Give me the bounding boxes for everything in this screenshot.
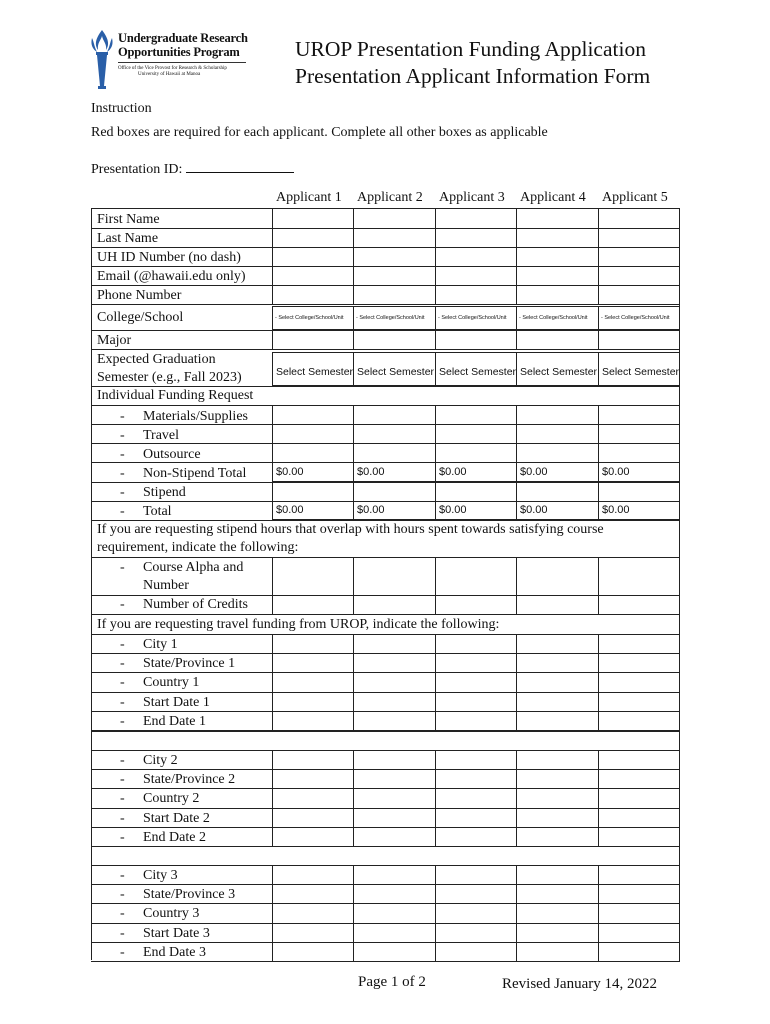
bullet-dash: -	[120, 637, 125, 652]
end-date-1-label: End Date 1	[143, 714, 206, 729]
first-name-label: First Name	[97, 212, 160, 227]
row-divider	[91, 304, 679, 305]
phone-field-applicant-5[interactable]	[598, 285, 680, 305]
country-3-field-applicant-5[interactable]	[598, 903, 680, 924]
row-divider	[91, 731, 679, 732]
title-line-1: UROP Presentation Funding Application	[295, 37, 646, 61]
end-date-2-field-applicant-3[interactable]	[435, 827, 517, 847]
state-3-field-applicant-2[interactable]	[353, 884, 436, 904]
end-date-1-field-applicant-2[interactable]	[353, 711, 436, 731]
nonstipend-label: Non-Stipend Total	[143, 466, 247, 481]
state-3-label: State/Province 3	[143, 887, 236, 902]
state-2-field-applicant-3[interactable]	[435, 769, 517, 789]
city-3-field-applicant-2[interactable]	[353, 865, 436, 885]
end-date-3-field-applicant-4[interactable]	[516, 942, 599, 962]
college-label: College/School	[97, 310, 184, 325]
city-2-field-applicant-4[interactable]	[516, 750, 599, 770]
stipend-label: Stipend	[143, 485, 186, 500]
semester-select-text: Select Semester	[602, 366, 680, 378]
last-name-field-applicant-2[interactable]	[353, 228, 436, 248]
city-3-field-applicant-5[interactable]	[598, 865, 680, 885]
outsource-field-applicant-5[interactable]	[598, 443, 680, 463]
logo-line-3: Office of the Vice Provost for Research & Scholarship University of Hawaii at Manoa	[118, 66, 227, 77]
major-field-applicant-5[interactable]	[598, 330, 680, 350]
bullet-dash: -	[120, 791, 125, 806]
state-3-field-applicant-3[interactable]	[435, 884, 517, 904]
email-field-applicant-2[interactable]	[353, 266, 436, 286]
end-date-1-field-applicant-4[interactable]	[516, 711, 599, 731]
materials-field-applicant-3[interactable]	[435, 405, 517, 425]
travel-note: If you are requesting travel funding from UROP, indicate the following:	[97, 617, 500, 632]
outsource-field-applicant-4[interactable]	[516, 443, 599, 463]
start-date-2-field-applicant-2[interactable]	[353, 808, 436, 828]
start-date-1-field-applicant-4[interactable]	[516, 692, 599, 712]
applicant-1-header: Applicant 1	[276, 190, 342, 205]
city-2-field-applicant-2[interactable]	[353, 750, 436, 770]
phone-field-applicant-1[interactable]	[272, 285, 354, 305]
last-name-field-applicant-5[interactable]	[598, 228, 680, 248]
country-1-field-applicant-1[interactable]	[272, 672, 354, 693]
nonstipend-total-value: $0.00	[357, 466, 385, 478]
semester-select-text: Select Semester	[520, 366, 598, 378]
semester-select-text: Select Semester	[276, 366, 354, 378]
outsource-label: Outsource	[143, 447, 201, 462]
last-name-field-applicant-3[interactable]	[435, 228, 517, 248]
row-divider	[91, 961, 679, 962]
uh-id-field-applicant-5[interactable]	[598, 247, 680, 267]
major-field-applicant-4[interactable]	[516, 330, 599, 350]
phone-field-applicant-4[interactable]	[516, 285, 599, 305]
email-field-applicant-4[interactable]	[516, 266, 599, 286]
materials-label: Materials/Supplies	[143, 409, 248, 424]
country-3-field-applicant-2[interactable]	[353, 903, 436, 924]
end-date-2-field-applicant-2[interactable]	[353, 827, 436, 847]
logo-line-1: Undergraduate Research	[118, 31, 248, 45]
city-2-field-applicant-1[interactable]	[272, 750, 354, 770]
city-2-label: City 2	[143, 753, 178, 768]
end-date-2-field-applicant-4[interactable]	[516, 827, 599, 847]
credits-label: Number of Credits	[143, 597, 248, 612]
stipend-note-line-2: requirement, indicate the following:	[97, 540, 299, 555]
total-value: $0.00	[602, 504, 630, 516]
first-name-field-applicant-5[interactable]	[598, 208, 680, 229]
bullet-dash: -	[120, 675, 125, 690]
travel-field-applicant-5[interactable]	[598, 424, 680, 444]
presentation-id-field[interactable]	[186, 160, 294, 173]
total-label: Total	[143, 504, 172, 519]
outsource-field-applicant-1[interactable]	[272, 443, 354, 463]
bullet-dash: -	[120, 485, 125, 500]
start-date-3-field-applicant-4[interactable]	[516, 923, 599, 943]
page-number: Page 1 of 2	[358, 974, 426, 990]
start-date-1-field-applicant-3[interactable]	[435, 692, 517, 712]
email-field-applicant-5[interactable]	[598, 266, 680, 286]
end-date-3-field-applicant-1[interactable]	[272, 942, 354, 962]
logo-divider	[118, 62, 246, 63]
course-alpha-field-applicant-5[interactable]	[598, 557, 680, 596]
stipend-field-applicant-5[interactable]	[598, 482, 680, 502]
bullet-dash: -	[120, 868, 125, 883]
country-2-label: Country 2	[143, 791, 200, 806]
email-field-applicant-1[interactable]	[272, 266, 354, 286]
state-3-field-applicant-1[interactable]	[272, 884, 354, 904]
materials-field-applicant-2[interactable]	[353, 405, 436, 425]
stipend-note-line-1: If you are requesting stipend hours that overlap with hours spent towards satisfying course	[97, 522, 604, 537]
travel-field-applicant-2[interactable]	[353, 424, 436, 444]
materials-field-applicant-4[interactable]	[516, 405, 599, 425]
uh-id-field-applicant-3[interactable]	[435, 247, 517, 267]
state-2-field-applicant-5[interactable]	[598, 769, 680, 789]
total-value: $0.00	[357, 504, 385, 516]
start-date-3-field-applicant-5[interactable]	[598, 923, 680, 943]
bullet-dash: -	[120, 772, 125, 787]
course-alpha-field-applicant-2[interactable]	[353, 557, 436, 596]
first-name-field-applicant-1[interactable]	[272, 208, 354, 229]
start-date-3-label: Start Date 3	[143, 926, 210, 941]
email-label: Email (@hawaii.edu only)	[97, 269, 246, 284]
country-3-field-applicant-3[interactable]	[435, 903, 517, 924]
funding-label: Individual Funding Request	[97, 388, 254, 403]
applicant-4-header: Applicant 4	[520, 190, 586, 205]
state-1-field-applicant-4[interactable]	[516, 653, 599, 673]
end-date-2-field-applicant-1[interactable]	[272, 827, 354, 847]
uh-id-label: UH ID Number (no dash)	[97, 250, 241, 265]
first-name-field-applicant-4[interactable]	[516, 208, 599, 229]
nonstipend-total-value: $0.00	[439, 466, 467, 478]
bullet-dash: -	[120, 830, 125, 845]
last-name-label: Last Name	[97, 231, 159, 246]
bullet-dash: -	[120, 714, 125, 729]
bullet-dash: -	[120, 447, 125, 462]
country-1-field-applicant-5[interactable]	[598, 672, 680, 693]
city-3-label: City 3	[143, 868, 178, 883]
bullet-dash: -	[120, 887, 125, 902]
college-select-text: - Select College/School/Unit	[275, 315, 344, 321]
college-select-text: - Select College/School/Unit	[519, 315, 588, 321]
semester-select-text: Select Semester	[439, 366, 517, 378]
start-date-1-field-applicant-2[interactable]	[353, 692, 436, 712]
presentation-id	[91, 160, 294, 178]
revised-date: Revised January 14, 2022	[502, 976, 657, 992]
start-date-2-field-applicant-1[interactable]	[272, 808, 354, 828]
country-1-label: Country 1	[143, 675, 200, 690]
start-date-2-field-applicant-3[interactable]	[435, 808, 517, 828]
outsource-field-applicant-2[interactable]	[353, 443, 436, 463]
nonstipend-total-value: $0.00	[276, 466, 304, 478]
end-date-1-field-applicant-1[interactable]	[272, 711, 354, 731]
bullet-dash: -	[120, 945, 125, 960]
end-date-3-field-applicant-5[interactable]	[598, 942, 680, 962]
end-date-3-field-applicant-2[interactable]	[353, 942, 436, 962]
grad-label-2: Semester (e.g., Fall 2023)	[97, 370, 242, 385]
major-field-applicant-3[interactable]	[435, 330, 517, 350]
start-date-1-label: Start Date 1	[143, 695, 210, 710]
page-title	[295, 36, 650, 90]
uh-id-field-applicant-1[interactable]	[272, 247, 354, 267]
course-alpha-field-applicant-4[interactable]	[516, 557, 599, 596]
country-3-label: Country 3	[143, 906, 200, 921]
college-select-text: - Select College/School/Unit	[356, 315, 425, 321]
city-2-field-applicant-5[interactable]	[598, 750, 680, 770]
start-date-1-field-applicant-1[interactable]	[272, 692, 354, 712]
semester-select-text: Select Semester	[357, 366, 435, 378]
major-label: Major	[97, 333, 132, 348]
state-3-field-applicant-4[interactable]	[516, 884, 599, 904]
country-2-field-applicant-4[interactable]	[516, 788, 599, 809]
country-2-field-applicant-3[interactable]	[435, 788, 517, 809]
instruction-text: Red boxes are required for each applicant. Complete all other boxes as applicable	[91, 125, 548, 140]
state-1-field-applicant-3[interactable]	[435, 653, 517, 673]
city-1-field-applicant-3[interactable]	[435, 634, 517, 654]
start-date-3-field-applicant-1[interactable]	[272, 923, 354, 943]
first-name-field-applicant-2[interactable]	[353, 208, 436, 229]
city-1-field-applicant-4[interactable]	[516, 634, 599, 654]
urop-logo	[88, 28, 258, 90]
travel-field-applicant-4[interactable]	[516, 424, 599, 444]
end-date-1-field-applicant-3[interactable]	[435, 711, 517, 731]
bullet-dash: -	[120, 811, 125, 826]
stipend-field-applicant-2[interactable]	[353, 482, 436, 502]
applicant-3-header: Applicant 3	[439, 190, 505, 205]
bullet-dash: -	[120, 926, 125, 941]
state-2-field-applicant-1[interactable]	[272, 769, 354, 789]
course-alpha-label-2: Number	[143, 578, 189, 593]
bullet-dash: -	[120, 656, 125, 671]
state-3-field-applicant-5[interactable]	[598, 884, 680, 904]
major-field-applicant-1[interactable]	[272, 330, 354, 350]
country-3-field-applicant-4[interactable]	[516, 903, 599, 924]
state-1-field-applicant-5[interactable]	[598, 653, 680, 673]
country-1-field-applicant-2[interactable]	[353, 672, 436, 693]
total-value: $0.00	[520, 504, 548, 516]
materials-field-applicant-1[interactable]	[272, 405, 354, 425]
city-3-field-applicant-3[interactable]	[435, 865, 517, 885]
row-divider	[91, 846, 679, 847]
start-date-1-field-applicant-5[interactable]	[598, 692, 680, 712]
phone-field-applicant-3[interactable]	[435, 285, 517, 305]
start-date-2-field-applicant-5[interactable]	[598, 808, 680, 828]
country-1-field-applicant-3[interactable]	[435, 672, 517, 693]
uh-id-field-applicant-2[interactable]	[353, 247, 436, 267]
city-1-field-applicant-1[interactable]	[272, 634, 354, 654]
country-3-field-applicant-1[interactable]	[272, 903, 354, 924]
first-name-field-applicant-3[interactable]	[435, 208, 517, 229]
nonstipend-total-value: $0.00	[602, 466, 630, 478]
email-field-applicant-3[interactable]	[435, 266, 517, 286]
end-date-1-field-applicant-5[interactable]	[598, 711, 680, 731]
credits-field-applicant-5[interactable]	[598, 595, 680, 615]
total-value: $0.00	[439, 504, 467, 516]
grad-label-1: Expected Graduation	[97, 352, 216, 367]
stipend-field-applicant-3[interactable]	[435, 482, 517, 502]
city-1-field-applicant-5[interactable]	[598, 634, 680, 654]
stipend-field-applicant-1[interactable]	[272, 482, 354, 502]
uh-id-field-applicant-4[interactable]	[516, 247, 599, 267]
start-date-3-field-applicant-2[interactable]	[353, 923, 436, 943]
bullet-dash: -	[120, 906, 125, 921]
state-1-field-applicant-1[interactable]	[272, 653, 354, 673]
stipend-field-applicant-4[interactable]	[516, 482, 599, 502]
bullet-dash: -	[120, 597, 125, 612]
course-alpha-field-applicant-3[interactable]	[435, 557, 517, 596]
row-divider	[91, 614, 679, 615]
country-2-field-applicant-2[interactable]	[353, 788, 436, 809]
bullet-dash: -	[120, 753, 125, 768]
presentation-id-label: Presentation ID:	[91, 162, 183, 177]
state-2-label: State/Province 2	[143, 772, 236, 787]
materials-field-applicant-5[interactable]	[598, 405, 680, 425]
bullet-dash: -	[120, 466, 125, 481]
start-date-2-field-applicant-4[interactable]	[516, 808, 599, 828]
outsource-field-applicant-3[interactable]	[435, 443, 517, 463]
last-name-field-applicant-4[interactable]	[516, 228, 599, 248]
end-date-2-field-applicant-5[interactable]	[598, 827, 680, 847]
applicant-5-header: Applicant 5	[602, 190, 668, 205]
state-1-field-applicant-2[interactable]	[353, 653, 436, 673]
instruction-heading: Instruction	[91, 101, 152, 116]
country-2-field-applicant-1[interactable]	[272, 788, 354, 809]
state-2-field-applicant-2[interactable]	[353, 769, 436, 789]
country-2-field-applicant-5[interactable]	[598, 788, 680, 809]
total-value: $0.00	[276, 504, 304, 516]
column-divider	[91, 208, 92, 960]
college-select-text: - Select College/School/Unit	[601, 315, 670, 321]
travel-field-applicant-3[interactable]	[435, 424, 517, 444]
city-1-field-applicant-2[interactable]	[353, 634, 436, 654]
course-alpha-label-1: Course Alpha and	[143, 560, 244, 575]
end-date-2-label: End Date 2	[143, 830, 206, 845]
travel-field-applicant-1[interactable]	[272, 424, 354, 444]
row-divider	[91, 349, 679, 350]
start-date-2-label: Start Date 2	[143, 811, 210, 826]
major-field-applicant-2[interactable]	[353, 330, 436, 350]
bullet-dash: -	[120, 695, 125, 710]
start-date-3-field-applicant-3[interactable]	[435, 923, 517, 943]
state-2-field-applicant-4[interactable]	[516, 769, 599, 789]
bullet-dash: -	[120, 504, 125, 519]
city-1-label: City 1	[143, 637, 178, 652]
credits-field-applicant-1[interactable]	[272, 595, 354, 615]
state-1-label: State/Province 1	[143, 656, 236, 671]
city-3-field-applicant-1[interactable]	[272, 865, 354, 885]
torch-logo-icon	[88, 28, 116, 90]
bullet-dash: -	[120, 409, 125, 424]
last-name-field-applicant-1[interactable]	[272, 228, 354, 248]
credits-field-applicant-2[interactable]	[353, 595, 436, 615]
college-select-text: - Select College/School/Unit	[438, 315, 507, 321]
country-1-field-applicant-4[interactable]	[516, 672, 599, 693]
end-date-3-field-applicant-3[interactable]	[435, 942, 517, 962]
applicant-2-header: Applicant 2	[357, 190, 423, 205]
bullet-dash: -	[120, 560, 125, 575]
end-date-3-label: End Date 3	[143, 945, 206, 960]
logo-line-2: Opportunities Program	[118, 45, 240, 59]
credits-field-applicant-4[interactable]	[516, 595, 599, 615]
nonstipend-total-value: $0.00	[520, 466, 548, 478]
phone-label: Phone Number	[97, 288, 182, 303]
phone-field-applicant-2[interactable]	[353, 285, 436, 305]
course-alpha-field-applicant-1[interactable]	[272, 557, 354, 596]
title-line-2: Presentation Applicant Information Form	[295, 64, 651, 88]
credits-field-applicant-3[interactable]	[435, 595, 517, 615]
travel-label: Travel	[143, 428, 180, 443]
bullet-dash: -	[120, 428, 125, 443]
city-3-field-applicant-4[interactable]	[516, 865, 599, 885]
city-2-field-applicant-3[interactable]	[435, 750, 517, 770]
